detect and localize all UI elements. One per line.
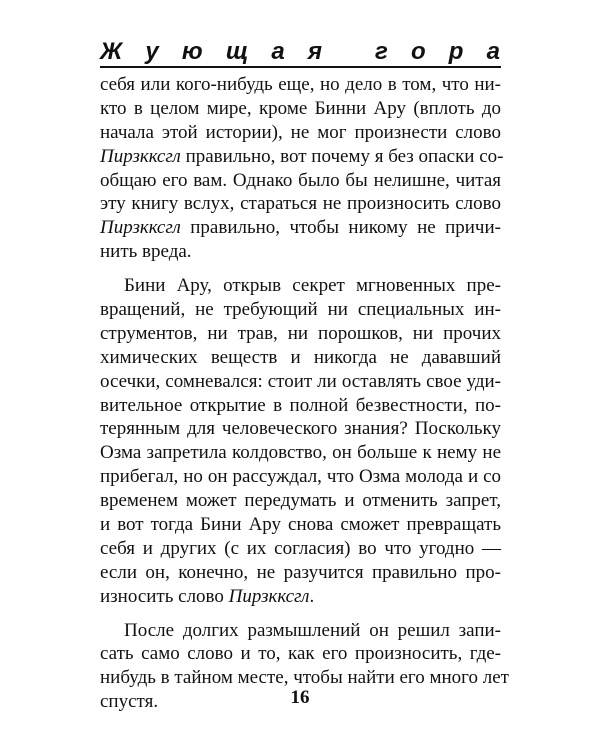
text-line: себя и других (с их согласия) во что угодно —: [100, 537, 501, 559]
text-line: начала этой истории), не мог произнести слово: [100, 121, 501, 143]
italic-word: Пирзкксгл: [100, 217, 181, 239]
text-line: осечки, сомневался: стоит ли оставлять свое уди-: [100, 370, 501, 392]
text-line: [100, 585, 501, 609]
text-line: После долгих размышлений он решил запи-: [124, 619, 501, 641]
text-fragment: .: [309, 585, 315, 607]
text-line: эту книгу вслух, стараться не произносить слово: [100, 193, 501, 215]
text-line: [100, 216, 501, 240]
text-line: себя или кого-нибудь еще, но дело в том, что ни-: [100, 74, 501, 95]
title-letter: о: [410, 38, 426, 65]
text-line: [100, 145, 504, 169]
text-line: терянным для человеческого знания? Поскольку: [100, 418, 501, 440]
text-fragment: правильно, чтобы никому не причи-: [180, 217, 501, 239]
text-line: нибудь в тайном месте, чтобы найти его много лет: [100, 667, 509, 689]
text-line: вительное открытие в полной безвестности, по-: [100, 394, 501, 416]
title-letter: р: [448, 38, 464, 65]
italic-word: Пирзкксгл: [100, 145, 181, 167]
italic-word: Пирзкксгл: [228, 585, 310, 607]
paragraph-gap: [100, 609, 501, 619]
text-line: нить вреда.: [100, 241, 192, 263]
text-line: спустя.: [100, 691, 159, 713]
title-letter: я: [307, 38, 323, 65]
text-line: Бини Ару, открыв секрет мгновенных пре-: [124, 275, 501, 297]
title-letter: Ж: [100, 38, 123, 65]
title-letter: г: [375, 38, 388, 65]
header-rule: [100, 66, 501, 68]
text-line: сать само слово и то, как его произносить, где-: [100, 643, 501, 665]
text-line: струментов, ни трав, ни порошков, ни прочих: [100, 322, 501, 344]
text-line: кто в целом мире, кроме Бинни Ару (вплоть до: [100, 97, 501, 119]
text-line: Озма запретила колдовство, он больше к нему не: [100, 442, 501, 464]
text-line: вращений, не требующий ни специальных ин-: [100, 299, 501, 321]
page-number: 16: [290, 687, 310, 708]
text-line: если он, конечно, не разучится правильно про-: [100, 561, 501, 583]
title-letter: ю: [181, 38, 203, 65]
body-text: [100, 73, 509, 714]
title-letter: а: [486, 38, 500, 65]
running-head: [100, 34, 500, 64]
text-fragment: правильно, вот почему я без опаски со-: [180, 145, 504, 167]
title-space: [345, 40, 352, 64]
text-line: и вот тогда Бини Ару снова сможет превращать: [100, 514, 501, 536]
text-line: прибегал, но он рассуждал, что Озма молода и со: [100, 466, 501, 488]
text-line: общаю его вам. Однако было бы нелишне, читая: [100, 169, 501, 191]
title-letter: у: [145, 38, 159, 65]
paragraph-gap: [100, 264, 501, 274]
text-line: химических веществ и никогда не дававший: [100, 346, 501, 368]
title-letter: щ: [225, 38, 249, 65]
text-line: временем может передумать и отменить запрет,: [100, 490, 501, 512]
title-letter: а: [271, 38, 285, 65]
text-fragment: износить слово: [100, 585, 229, 607]
